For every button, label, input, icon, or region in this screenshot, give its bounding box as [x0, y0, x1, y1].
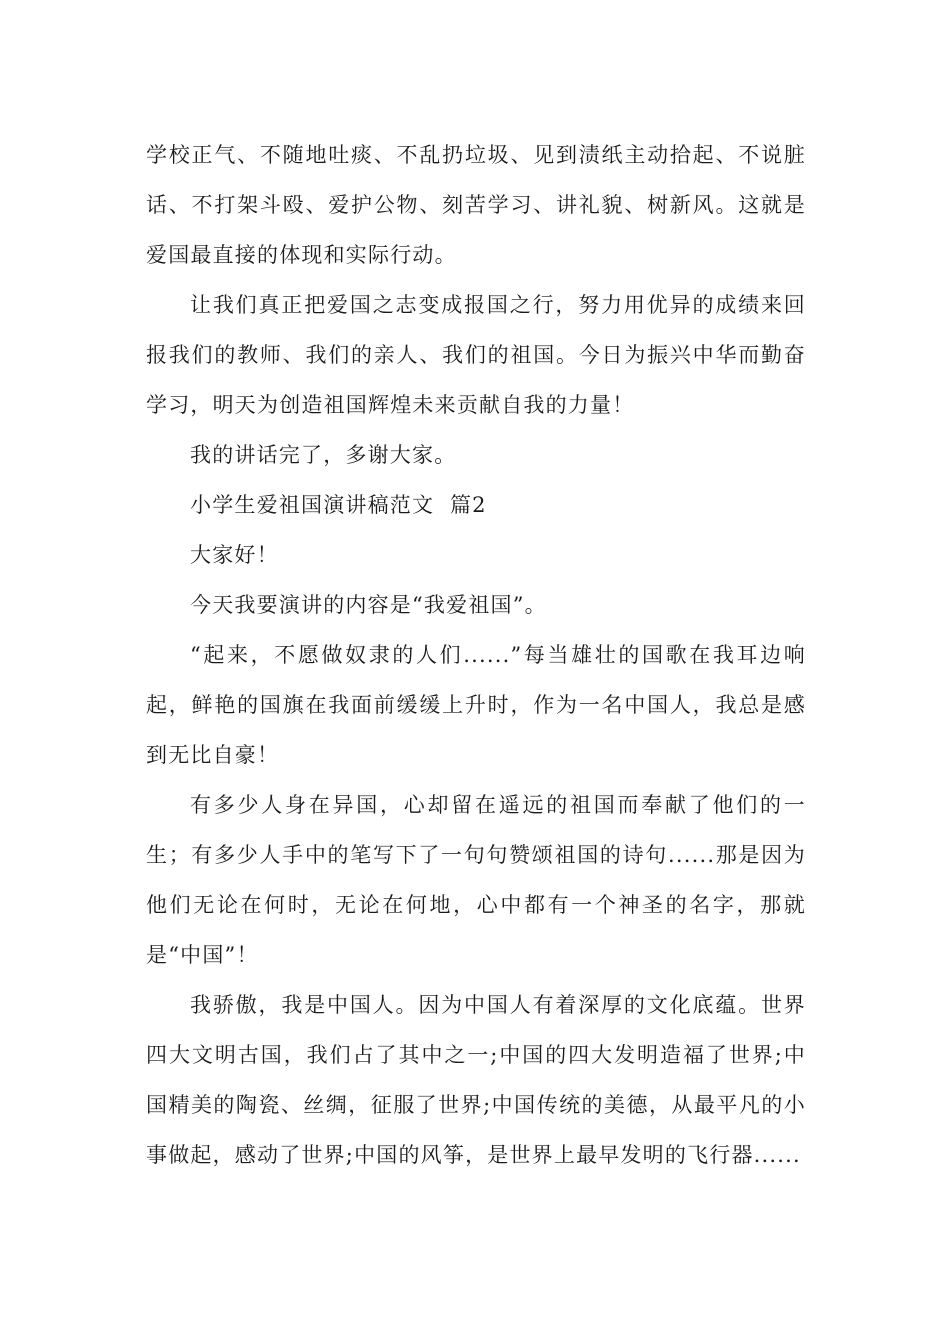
greeting: 大家好！: [190, 543, 279, 567]
section-heading: 小学生爱祖国演讲稿范文 篇2: [190, 493, 487, 517]
paragraph-7: “起来，不愿做奴隶的人们......”每当雄壮的国歌在我耳边响起，鲜艳的国旗在我面前缓缓上升时，作为一名中国人，我总是感到无比自豪！: [146, 643, 806, 767]
paragraph-2: 让我们真正把爱国之志变成报国之行，努力用优异的成绩来回报我们的教师、我们的亲人、我们的祖国。今日为振兴中华而勤奋学习，明天为创造祖国辉煌未来贡献自我的力量！: [146, 293, 806, 417]
paragraph-8: 有多少人身在异国，心却留在遥远的祖国而奉献了他们的一生；有多少人手中的笔写下了一句句赞颂祖国的诗句......那是因为他们无论在何时，无论在何地，心中都有一个神圣的名字，那就是“中国”！: [146, 793, 806, 967]
document-body: [146, 130, 806, 1180]
paragraph-1: 学校正气、不随地吐痰、不乱扔垃圾、见到渍纸主动拾起、不说脏话、不打架斗殴、爱护公物、刻苦学习、讲礼貌、树新风。这就是爱国最直接的体现和实际行动。: [146, 143, 806, 267]
paragraph-9: 我骄傲，我是中国人。因为中国人有着深厚的文化底蕴。世界四大文明古国，我们占了其中之一;中国的四大发明造福了世界;中国精美的陶瓷、丝绸，征服了世界;中国传统的美德，从最平凡的小事做起，感动了世界;中国的风筝，是世界上最早发明的飞行器......: [146, 993, 806, 1167]
paragraph-3: 我的讲话完了，多谢大家。: [190, 443, 457, 467]
paragraph-6: 今天我要演讲的内容是“我爱祖国”。: [190, 593, 547, 617]
